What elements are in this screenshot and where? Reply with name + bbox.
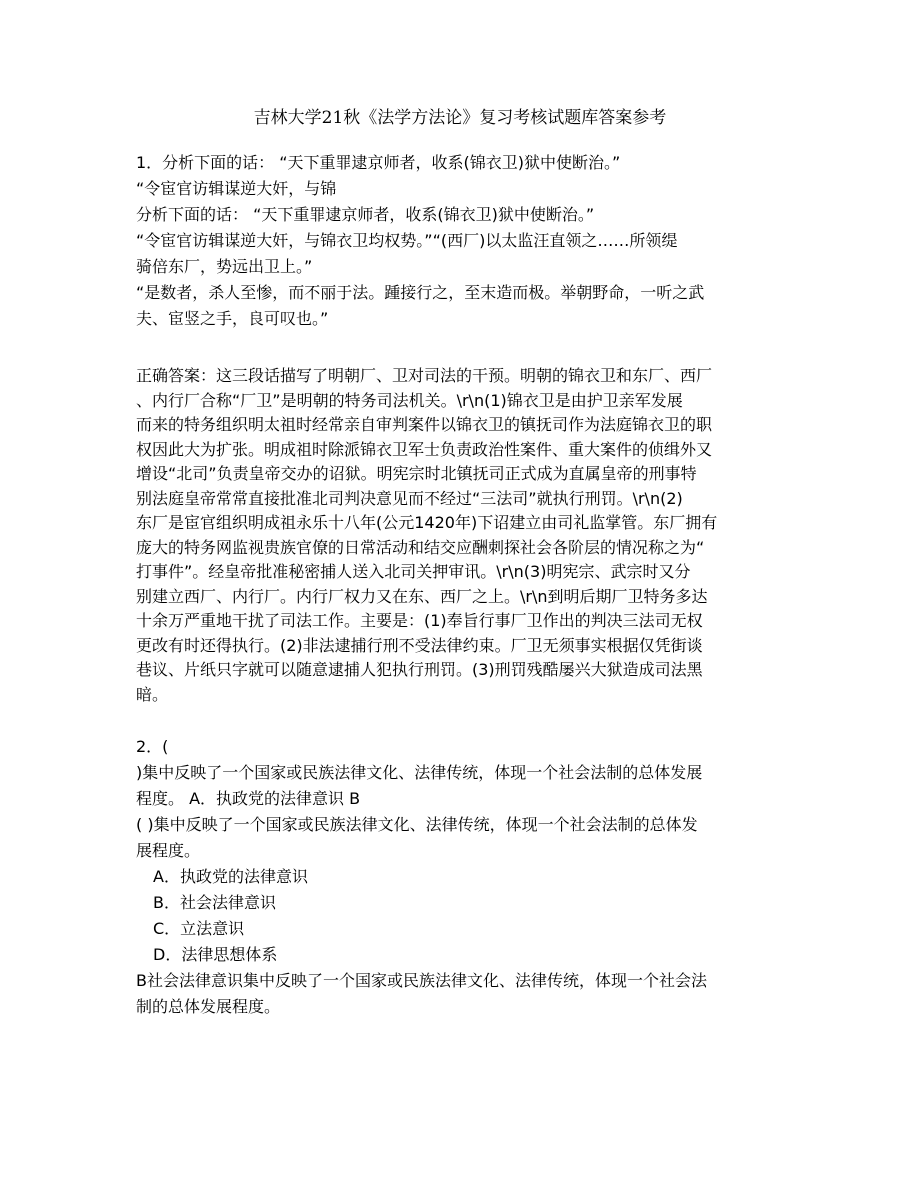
answer-1-line: 正确答案：这三段话描写了明朝厂、卫对司法的干预。明朝的锦衣卫和东厂、西厂 <box>136 366 713 385</box>
answer-1-line: 十余万严重地干扰了司法工作。主要是：(1)奉旨行事厂卫作出的判决三法司无权 <box>136 611 703 630</box>
answer-1-line: 东厂是宦官组织明成祖永乐十八年(公元1420年)下诏建立由司礼监掌管。东厂拥有 <box>136 513 718 532</box>
answer-1-line: 巷议、片纸只字就可以随意逮捕人犯执行刑罚。(3)刑罚残酷屡兴大狱造成司法黑 <box>136 660 703 679</box>
answer-1-line: 、内行厂合称“厂卫”是明朝的特务司法机关。\r\n(1)锦衣卫是由护卫亲军发展 <box>136 390 683 410</box>
answer-1-line: 别建立西厂、内行厂。内行厂权力又在东、西厂之上。\r\n到明后期厂卫特务多达 <box>136 586 708 606</box>
question-1-line: 骑倍东厂，势远出卫上。” <box>136 257 313 276</box>
answer-1-line: 增设“北司”负责皇帝交办的诏狱。明宪宗时北镇抚司正式成为直属皇帝的刑事特 <box>136 464 697 483</box>
question-1-line: 夫、宦竖之手，良可叹也。” <box>136 309 329 328</box>
answer-1-line: 暗。 <box>136 684 169 704</box>
question-1-answer <box>136 364 796 707</box>
option-c: C．立法意识 <box>153 919 245 938</box>
answer-1-line: 别法庭皇帝常常直接批准北司判决意见而不经过“三法司”就执行刑罚。\r\n(2) <box>136 488 683 508</box>
answer-2-line: 制的总体发展程度。 <box>136 997 281 1016</box>
answer-1-line: 更改有时还得执行。(2)非法逮捕行刑不受法律约束。厂卫无须事实根据仅凭街谈 <box>136 635 703 655</box>
question-2-line: )集中反映了一个国家或民族法律文化、法律传统，体现一个社会法制的总体发展 <box>136 763 703 782</box>
answer-1-line: 而来的特务组织明太祖时经常亲自审判案件以锦衣卫的镇抚司作为法庭锦衣卫的职 <box>136 415 713 434</box>
answer-2-line: B社会法律意识集中反映了一个国家或民族法律文化、法律传统，体现一个社会法 <box>136 971 707 990</box>
answer-1-line: 打事件”。经皇帝批准秘密捕人送入北司关押审讯。\r\n(3)明宪宗、武宗时又分 <box>136 562 691 581</box>
document-title: 吉林大学21秋《法学方法论》复习考核试题库答案参考 <box>253 108 667 128</box>
question-1-line: “是数者，杀人至惨，而不丽于法。踵接行之，至末造而极。举朝野命，一听之武 <box>136 283 705 302</box>
option-b: B．社会法律意识 <box>153 893 276 912</box>
option-d: D．法律思想体系 <box>153 945 278 964</box>
option-a: A．执政党的法律意识 <box>153 867 308 886</box>
answer-1-line: 庞大的特务网监视贵族官僚的日常活动和结交应酬刺探社会各阶层的情况称之为“ <box>136 537 705 557</box>
question-2-line: 程度。 A．执政党的法律意识 B <box>136 789 361 808</box>
question-1-line: 分析下面的话： “天下重罪逮京师者，收系(锦衣卫)狱中使断治。” <box>136 205 595 224</box>
question-2-line: 展程度。 <box>136 841 201 860</box>
question-2-line: 2．( <box>136 737 169 756</box>
question-1-line: 1．分析下面的话： “天下重罪逮京师者，收系(锦衣卫)狱中使断治。” <box>136 153 621 172</box>
question-1-line: “令宦官访辑谋逆大奸，与锦 <box>136 179 337 198</box>
question-1-line: “令宦官访辑谋逆大奸，与锦衣卫均权势。”“(西厂)以太监汪直领之……所领缇 <box>136 231 678 250</box>
question-2-line: ( )集中反映了一个国家或民族法律文化、法律传统，体现一个社会法制的总体发 <box>136 815 698 834</box>
question-2-answer <box>136 968 796 1020</box>
answer-1-line: 权因此大为扩张。明成祖时除派锦衣卫军士负责政治性案件、重大案件的侦缉外又 <box>136 439 713 459</box>
question-1 <box>136 150 796 332</box>
question-2 <box>136 734 796 968</box>
